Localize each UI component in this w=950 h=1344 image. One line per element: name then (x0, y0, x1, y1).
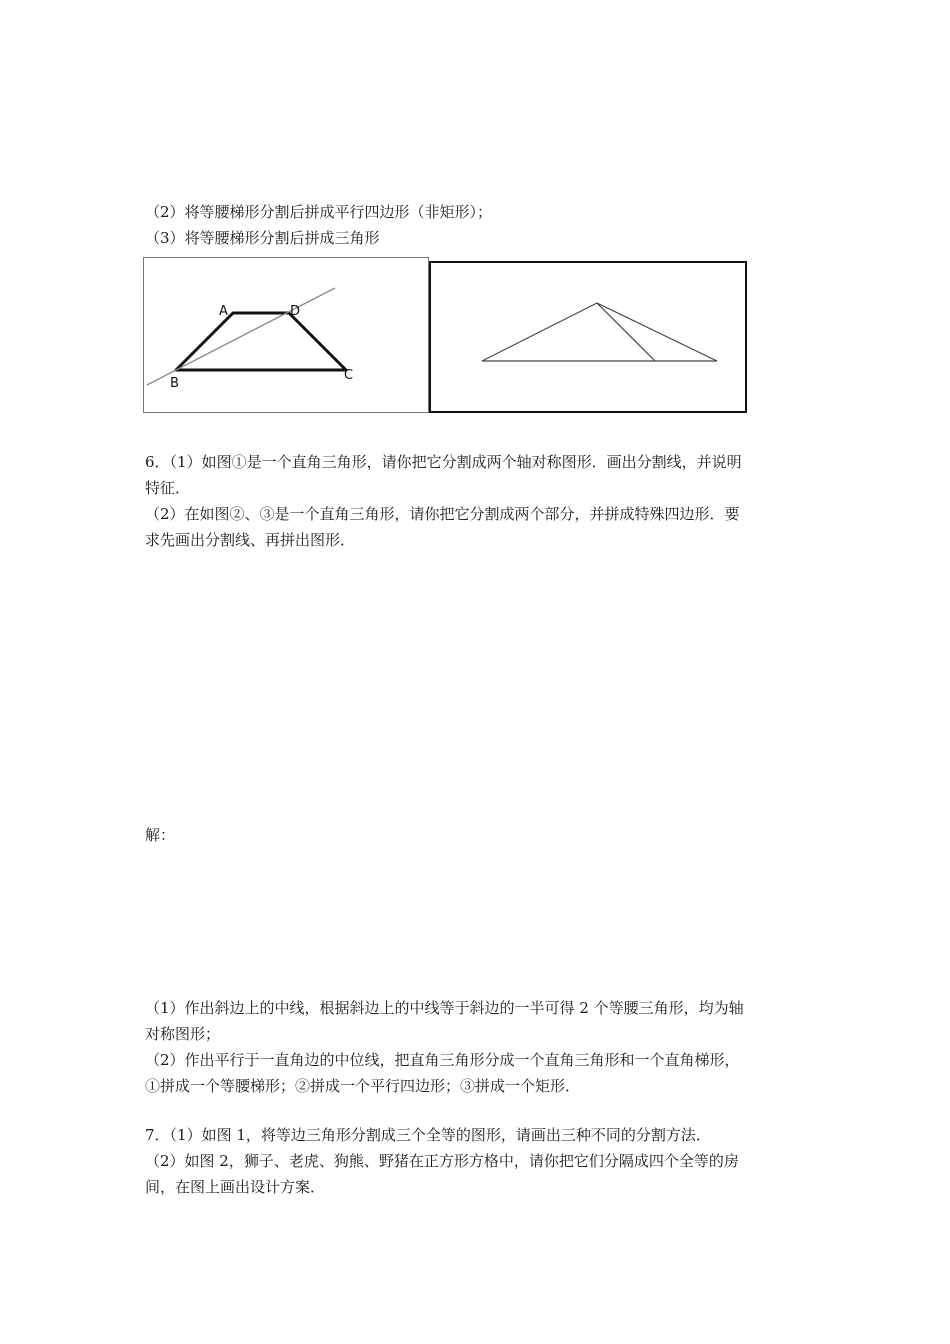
q5-figure (143, 257, 750, 414)
q5-part2: （2）将等腰梯形分割后拼成平行四边形（非矩形）； (145, 203, 493, 221)
trapezoid-abcd (176, 313, 346, 370)
label-b: B (170, 376, 179, 391)
q6-answer1-line1: （1）作出斜边上的中线，根据斜边上的中线等于斜边的一半可得 2 个等腰三角形，均为轴 (145, 999, 744, 1017)
label-d: D (290, 304, 301, 319)
q6-stem (145, 449, 810, 553)
q6-answer2-line2: ①拼成一个等腰梯形；②拼成一个平行四边形；③拼成一个矩形． (145, 1077, 581, 1095)
q6-stem-line2: 特征． (145, 479, 191, 497)
q7-part2-line2: 间，在图上画出设计方案． (145, 1178, 326, 1196)
q7-part1: 7．（1）如图 1，将等边三角形分割成三个全等的图形，请画出三种不同的分割方法． (145, 1126, 711, 1144)
q6-answer2-line1: （2）作出平行于一直角边的中位线，把直角三角形分成一个直角三角形和一个直角梯形， (145, 1051, 740, 1069)
q6-answer1-line2: 对称图形； (145, 1025, 221, 1043)
q6-answer (145, 995, 810, 1099)
q6-part2-line2: 求先画出分割线、再拼出图形． (145, 531, 356, 549)
q7-stem (145, 1122, 810, 1200)
q6-solution-label: 解： (145, 826, 176, 844)
q6-part2-line1: （2）在如图②、③是一个直角三角形，请你把它分割成两个部分，并拼成特殊四边形．要 (145, 505, 740, 523)
left-panel-frame (144, 258, 429, 413)
label-a: A (219, 304, 228, 319)
q5-part3: （3）将等腰梯形分割后拼成三角形 (145, 229, 380, 247)
q5-figure-svg (143, 257, 750, 414)
right-panel-frame (430, 262, 746, 412)
result-triangle-cut (597, 303, 655, 361)
q7-part2-line1: （2）如图 2，狮子、老虎、狗熊、野猪在正方形方格中，请你把它们分隔成四个全等的房 (145, 1152, 739, 1170)
q6-stem-line1: 6．（1）如图①是一个直角三角形，请你把它分割成两个轴对称图形．画出分割线，并说明 (145, 453, 742, 471)
result-triangle (482, 303, 717, 361)
label-c: C (344, 368, 354, 383)
